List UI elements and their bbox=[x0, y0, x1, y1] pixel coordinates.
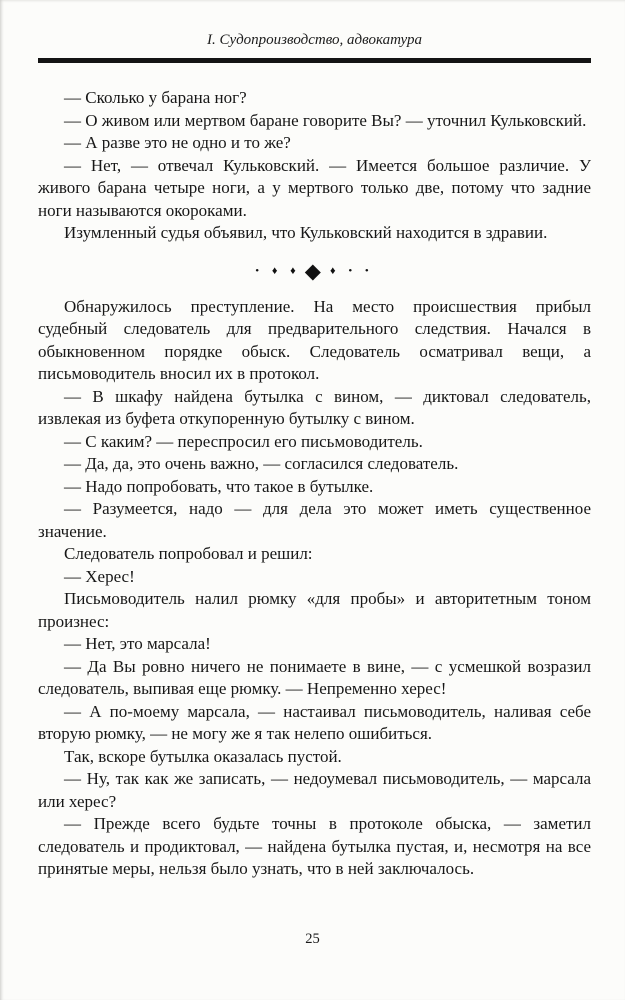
paragraph: — Нет, это марсала! bbox=[64, 634, 211, 653]
header-rule bbox=[38, 58, 591, 63]
paragraph: — А разве это не одно и то же? bbox=[64, 133, 291, 152]
paragraph: — Ну, так как же записать, — недоумевал письмоводитель, — марсала или херес? bbox=[38, 769, 591, 811]
anecdote-1 bbox=[38, 87, 591, 245]
anecdote-2 bbox=[38, 296, 591, 881]
paragraph: Следователь попробовал и решил: bbox=[64, 544, 313, 563]
running-header bbox=[38, 0, 591, 50]
paragraph: Так, вскоре бутылка оказалась пустой. bbox=[64, 746, 342, 766]
chapter-title: I. Судопроизводство, адвокатура bbox=[206, 32, 423, 48]
paragraph: — А по-моему марсала, — настаивал письмоводитель, наливая себе вторую рюмку, — не могу же я так нелепо ошибиться. bbox=[38, 701, 591, 743]
paragraph: — Надо попробовать, что такое в бутылке. bbox=[64, 476, 374, 496]
paragraph: — Сколько у барана ног? bbox=[64, 88, 247, 107]
divider-ornament-left: • ♦ ♦ bbox=[255, 264, 301, 277]
section-divider bbox=[38, 259, 591, 284]
paragraph: — С каким? — переспросил его письмоводитель. bbox=[64, 431, 423, 451]
paragraph: — Да, да, это очень важно, — согласился следователь. bbox=[64, 454, 459, 473]
paragraph: — Херес! bbox=[64, 566, 135, 586]
paragraph: — О живом или мертвом баране говорите Вы? — уточнил Кульковский. bbox=[64, 110, 587, 130]
paragraph: Изумленный судья объявил, что Кульковский находится в здравии. bbox=[64, 223, 548, 242]
paragraph: Письмоводитель налил рюмку «для пробы» и авторитетным тоном произнес: bbox=[38, 589, 591, 631]
paragraph: — Разумеется, надо — для дела это может иметь существенное значение. bbox=[38, 499, 591, 541]
paragraph: — В шкафу найдена бутылка с вином, — диктовал следователь, извлекая из буфета откупоренную бутылку с вином. bbox=[38, 386, 591, 428]
paragraph: — Да Вы ровно ничего не понимаете в вине, — с усмешкой возразил следователь, выпивая еще рюмку. — Непременно херес! bbox=[38, 656, 591, 698]
divider-ornament-right: ♦ • • bbox=[329, 264, 374, 277]
diamond-icon: ◆ bbox=[304, 258, 326, 283]
paragraph: Обнаружилось преступление. На место происшествия прибыл судебный следователь для предварительного следствия. Начался в обыкновенном порядке обыск. Следователь осматривал вещи, а письмоводитель вносил их в протокол. bbox=[38, 296, 591, 383]
page-number: 25 bbox=[305, 931, 320, 947]
paragraph: — Нет, — отвечал Кульковский. — Имеется большое различие. У живого барана четыре ноги, а у мертвого только две, потому что задние ноги называются окороками. bbox=[38, 155, 591, 220]
paragraph: — Прежде всего будьте точны в протоколе обыска, — заметил следователь и продиктовал, — найдена бутылка пустая, и, несмотря на все принятые меры, нельзя было узнать, что в ней заключалось. bbox=[38, 814, 591, 878]
